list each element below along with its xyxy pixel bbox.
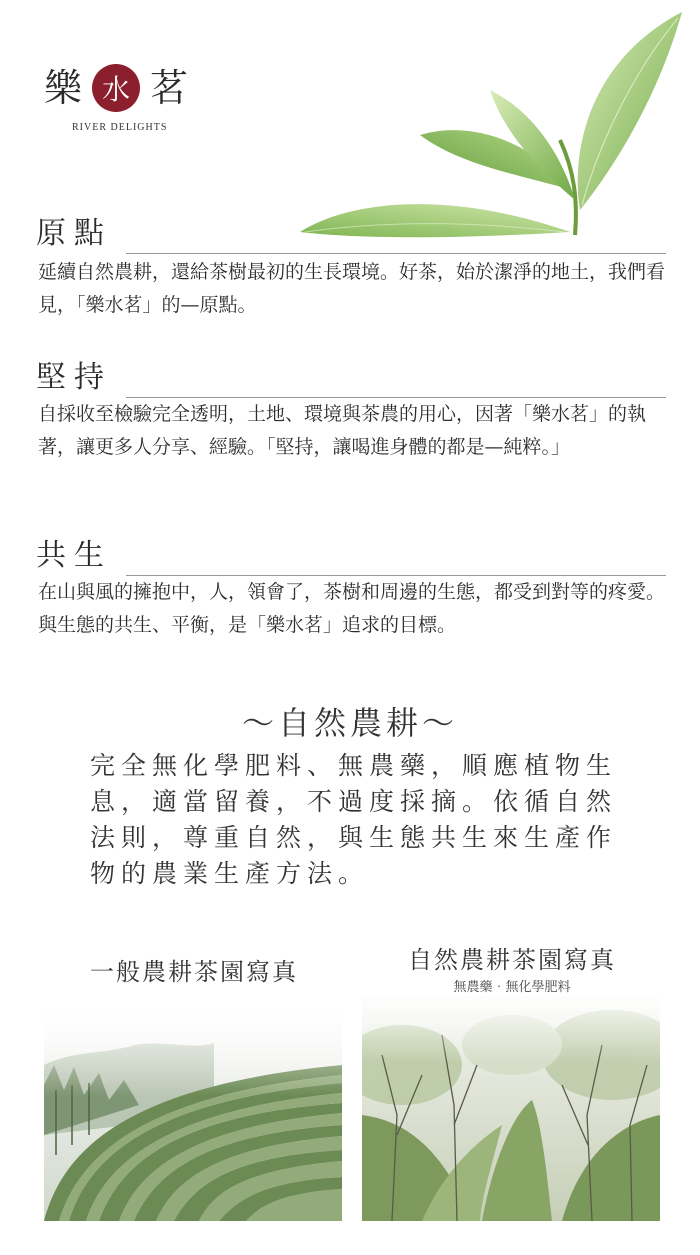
natural-farm-caption: 自然農耕茶園寫真 <box>408 946 616 974</box>
section-title: 共生 <box>36 536 122 576</box>
section-heading-origin <box>36 214 666 254</box>
conventional-farm-caption: 一般農耕茶園寫真 <box>90 958 298 986</box>
logo-char-le: 樂 <box>44 66 83 110</box>
natural-farming-body: 完全無化學肥料、無農藥，順應植物生息，適當留養，不過度採摘。依循自然法則，尊重自然，與生態共生來生產作物的農業生產方法。 <box>90 751 618 888</box>
section-title: 堅持 <box>36 358 122 398</box>
natural-farming-title: ～自然農耕～ <box>241 704 458 742</box>
section-heading-persistence <box>36 358 666 398</box>
logo-subtitle: RIVER DELIGHTS <box>72 122 168 133</box>
logo-char-ming: 茗 <box>150 66 189 110</box>
tea-leaves-illustration <box>290 0 700 240</box>
section-body-origin: 延續自然農耕，還給茶樹最初的生長環境。好茶，始於潔淨的地土，我們看見，「樂水茗」的—原點。 <box>38 261 666 316</box>
section-body-symbiosis: 在山與風的擁抱中，人，領會了，茶樹和周邊的生態，都受到對等的疼愛。與生態的共生、平衡，是「樂水茗」追求的目標。 <box>38 581 666 636</box>
section-divider <box>126 253 666 254</box>
natural-tea-garden-photo <box>362 995 660 1221</box>
section-title: 原點 <box>36 214 122 254</box>
section-heading-symbiosis <box>36 536 666 576</box>
brand-logo <box>44 64 204 144</box>
natural-farm-subcaption: 無農藥‧無化學肥料 <box>453 980 571 995</box>
logo-seal: 水 <box>92 64 140 112</box>
conventional-tea-garden-photo <box>44 995 342 1221</box>
section-body-persistence: 自採收至檢驗完全透明，土地、環境與茶農的用心，因著「樂水茗」的執著，讓更多人分享、經驗。「堅持，讓喝進身體的都是—純粹。」 <box>38 403 647 458</box>
leaf-top-right <box>578 12 682 210</box>
